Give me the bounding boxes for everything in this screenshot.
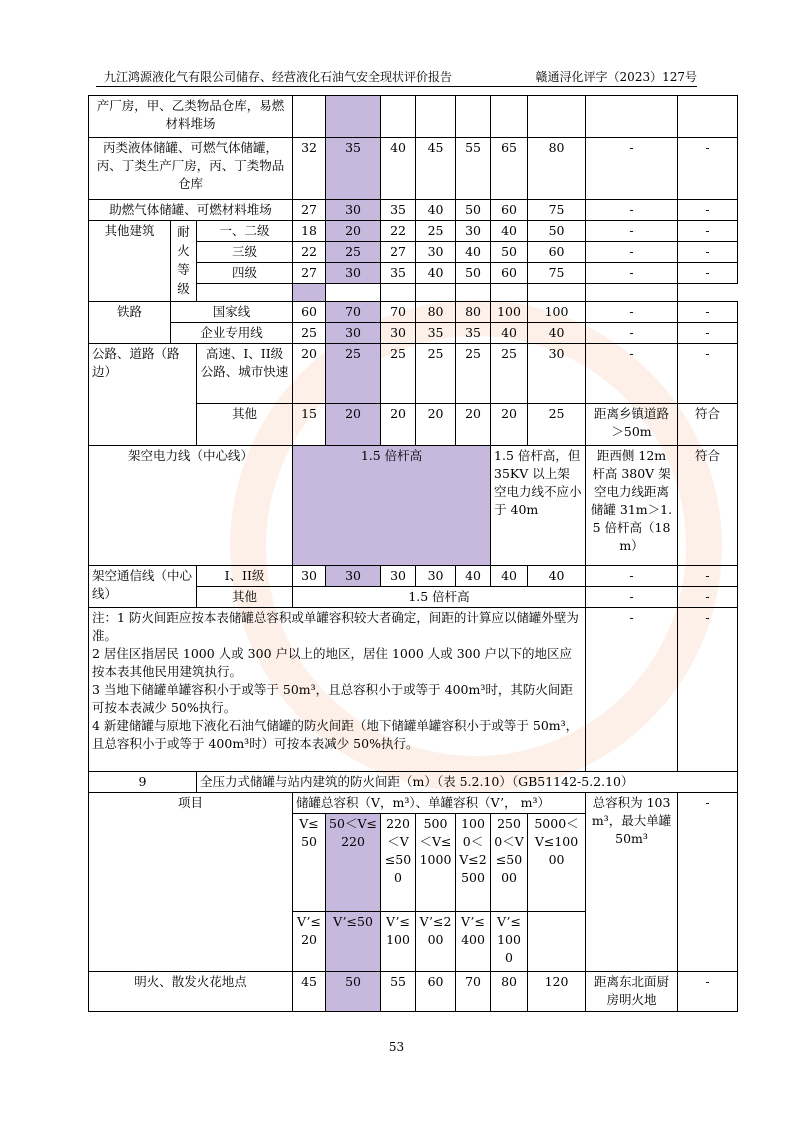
report-title: 九江鸿源液化气有限公司储存、经营液化石油气安全现状评价报告 (104, 70, 453, 84)
table-cell: 距离东北面厨房明火地 (586, 972, 678, 1012)
table-cell: 27 (381, 242, 416, 263)
section-number: 9 (89, 772, 197, 793)
table-cell: 5000＜V≤10000 (528, 814, 586, 912)
table-cell: 60 (416, 972, 456, 1012)
table-cell: 25 (491, 344, 528, 404)
table-row: 其他 1.5 倍杆高 - - (89, 587, 738, 608)
table-cell: - (678, 323, 738, 344)
table-cell: 20 (326, 221, 381, 242)
table-cell: 30 (381, 323, 416, 344)
table-cell: V’≤1000 (491, 912, 528, 972)
table-row: 助燃气体储罐、可燃材料堆场 27 30 35 40 50 60 75 - - (89, 200, 738, 221)
table-cell: 60 (491, 200, 528, 221)
table-cell: 1000＜V≤2500 (456, 814, 491, 912)
table-cell: 60 (491, 263, 528, 284)
table-cell: 30 (381, 566, 416, 587)
table-cell: 18 (293, 221, 326, 242)
table-cell: - (678, 344, 738, 404)
table-cell: 220＜V≤500 (381, 814, 416, 912)
table-cell: V’≤200 (416, 912, 456, 972)
page-number: 53 (388, 1040, 405, 1054)
section-title: 全压力式储罐与站内建筑的防火间距（m）（表 5.2.10）（GB51142-5.2.10） (197, 772, 738, 793)
table-cell: 80 (528, 138, 586, 200)
table-cell: 40 (491, 323, 528, 344)
table-cell: 20 (381, 404, 416, 446)
table-row: 其他 15 20 20 20 20 20 25 距离乡镇道路＞50m 符合 (89, 404, 738, 446)
table-cell: 22 (381, 221, 416, 242)
table-cell: - (678, 302, 738, 323)
fire-distance-table (88, 95, 738, 1012)
table-cell: 70 (456, 972, 491, 1012)
table-row: 公路、道路（路边） 高速、I、II级公路、城市快速 20 25 25 25 25 25 30 - - (89, 344, 738, 404)
table-cell: 70 (326, 302, 381, 323)
table-cell: 27 (293, 263, 326, 284)
table-cell: 50 (326, 972, 381, 1012)
table-row: 四级 27 30 35 40 50 60 75 - - (89, 263, 738, 284)
table-cell: 25 (326, 344, 381, 404)
table-cell: - (586, 566, 678, 587)
table-cell: 35 (381, 263, 416, 284)
table-row: 企业专用线 25 30 30 35 35 40 40 - - (89, 323, 738, 344)
table-cell: - (586, 263, 678, 284)
table-cell: 75 (528, 263, 586, 284)
table-cell: - (678, 263, 738, 284)
table-cell: 40 (381, 138, 416, 200)
table-cell: 20 (456, 404, 491, 446)
table-row: 丙类液体储罐、可燃气体储罐，丙、丁类生产厂房，丙、丁类物品仓库 32 35 40 45 55 65 80 - - (89, 138, 738, 200)
notes-row: 注：1 防火间距应按本表储罐总容积或单罐容积较大者确定，间距的计算应以储罐外壁为准。 2 居住区指居民 1000 人或 300 户以上的地区，居住 1000 人或 300 户以下的地区应按本表其他民用建筑执行。 3 当地下储罐单罐容积小于或等于 50m³，且总容积小于或等于 400m³时，其防火间距可按本表减少 50%执行。 4 新建储罐与原地下液化石油气储罐的防火间距（地下储罐单罐容积小于或等于 50m³，且总容积小于或等于 400m³时）可按本表减少 50%执行。 - - (89, 608, 738, 772)
table-cell: 30 (326, 200, 381, 221)
table-cell: V’≤50 (326, 912, 381, 972)
table-cell: 40 (456, 566, 491, 587)
table-cell: - (586, 221, 678, 242)
table-cell: 22 (293, 242, 326, 263)
table-cell: 20 (326, 404, 381, 446)
table-cell: 65 (491, 138, 528, 200)
table-cell: 30 (456, 221, 491, 242)
table-cell: 40 (528, 323, 586, 344)
table-cell: 60 (528, 242, 586, 263)
table-cell: 25 (381, 344, 416, 404)
table-cell: 35 (416, 323, 456, 344)
table-cell: 55 (381, 972, 416, 1012)
table-cell: - (678, 972, 738, 1012)
table-cell: 27 (293, 200, 326, 221)
table-cell: 80 (491, 972, 528, 1012)
table-cell: 20 (293, 344, 326, 404)
table-cell: 45 (416, 138, 456, 200)
table-cell: - (586, 138, 678, 200)
table-row: 项目 储罐总容积（V，m³）、单罐容积（V’， m³） 总容积为 103m³，最大单罐 50m³ - (89, 793, 738, 814)
table-cell: 25 (416, 344, 456, 404)
table-cell: 80 (416, 302, 456, 323)
table-cell: 70 (381, 302, 416, 323)
table-row: 其他建筑 耐火等级 一、二级 18 20 22 25 30 40 50 - - (89, 221, 738, 242)
table-cell: 40 (491, 566, 528, 587)
table-cell (528, 912, 586, 972)
table-cell: 2500＜V≤5000 (491, 814, 528, 912)
table-cell: - (678, 138, 738, 200)
table-cell: 40 (491, 221, 528, 242)
table-cell: - (678, 242, 738, 263)
table-cell: 75 (528, 200, 586, 221)
table-cell: 40 (416, 263, 456, 284)
table-cell: 40 (528, 566, 586, 587)
table-cell: - (678, 221, 738, 242)
table-cell: 500＜V≤1000 (416, 814, 456, 912)
table-cell: V’≤400 (456, 912, 491, 972)
table-cell: 距离乡镇道路＞50m (586, 404, 678, 446)
table-cell: V≤50 (293, 814, 326, 912)
table-cell: 30 (293, 566, 326, 587)
table-cell: 30 (326, 263, 381, 284)
table-cell: 25 (456, 344, 491, 404)
table-cell: 25 (293, 323, 326, 344)
table-cell: 50 (456, 200, 491, 221)
table-cell: 30 (416, 566, 456, 587)
table-cell: 25 (416, 221, 456, 242)
table-cell: 35 (326, 138, 381, 200)
table-cell: 15 (293, 404, 326, 446)
report-number: 赣通浔化评字（2023）127号 (535, 70, 697, 84)
table-cell: 50 (456, 263, 491, 284)
table-cell: 25 (326, 242, 381, 263)
table-row: 铁路 国家线 60 70 70 80 80 100 100 - - (89, 302, 738, 323)
table-cell: - (586, 323, 678, 344)
table-cell: - (586, 344, 678, 404)
table-cell: 100 (528, 302, 586, 323)
table-cell: 符合 (678, 404, 738, 446)
section-row (89, 772, 738, 793)
table-cell: 80 (456, 302, 491, 323)
table-cell: 30 (326, 566, 381, 587)
table-cell: V’≤20 (293, 912, 326, 972)
table-row: 架空通信线（中心线） I、II级 30 30 30 30 40 40 40 - - (89, 566, 738, 587)
table-cell: 40 (416, 200, 456, 221)
table-cell: - (678, 566, 738, 587)
table-cell: V’≤100 (381, 912, 416, 972)
table-cell: 50 (528, 221, 586, 242)
table-cell: 40 (456, 242, 491, 263)
table-row: 架空电力线（中心线） 1.5 倍杆高 1.5 倍杆高，但 35KV 以上架空电力线不应小于 40m 距西侧 12m 杆高 380V 架空电力线距离储罐 31m＞1.5 倍杆高（18m） 符合 (89, 446, 738, 566)
table-row: 明火、散发火花地点 45 50 55 60 70 80 120 距离东北面厨房明火地 - (89, 972, 738, 1012)
table-row: 产厂房，甲、乙类物品仓库，易燃材料堆场 (89, 96, 738, 138)
table-cell: - (586, 242, 678, 263)
table-cell: 60 (293, 302, 326, 323)
table-cell: 30 (528, 344, 586, 404)
page-header (96, 66, 697, 87)
table-row: 三级 22 25 27 30 40 50 60 - - (89, 242, 738, 263)
table-cell: 35 (381, 200, 416, 221)
table-cell: 30 (416, 242, 456, 263)
table-cell: 100 (491, 302, 528, 323)
table-cell: 30 (326, 323, 381, 344)
table-cell: 55 (456, 138, 491, 200)
table-cell: 20 (491, 404, 528, 446)
table-cell: - (586, 302, 678, 323)
table-cell: 50 (491, 242, 528, 263)
table-cell: 45 (293, 972, 326, 1012)
table-cell: 50＜V≤220 (326, 814, 381, 912)
table-cell: 32 (293, 138, 326, 200)
table-cell: 120 (528, 972, 586, 1012)
table-cell: 25 (528, 404, 586, 446)
table-cell: 20 (416, 404, 456, 446)
table-cell: - (678, 200, 738, 221)
table-cell: 35 (456, 323, 491, 344)
table-cell: - (586, 200, 678, 221)
table-notes: 注：1 防火间距应按本表储罐总容积或单罐容积较大者确定，间距的计算应以储罐外壁为准。 2 居住区指居民 1000 人或 300 户以上的地区，居住 1000 人或 300 户以下的地区应按本表其他民用建筑执行。 3 当地下储罐单罐容积小于或等于 50m³，且总容积小于或等于 400m³时，其防火间距可按本表减少 50%执行。 4 新建储罐与原地下液化石油气储罐的防火间距（地下储罐单罐容积小于或等于 50m³，且总容积小于或等于 400m³时）可按本表减少 50%执行。 (89, 608, 586, 772)
